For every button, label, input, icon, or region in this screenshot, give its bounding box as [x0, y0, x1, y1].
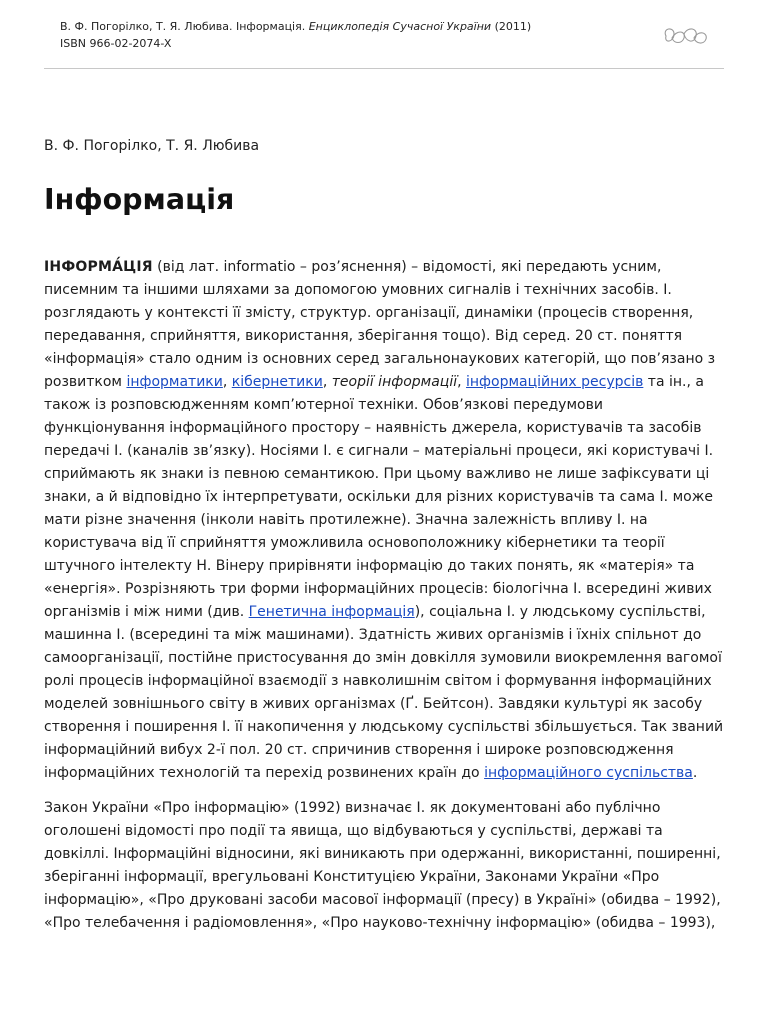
text-segment: та ін., а також із розповсюдженням комп’ютерної техніки. Обов’язкові передумови функціонування інформаційного простору – наявність джерела, користувачів та засобів передачі І. (каналів зв’язку). Носіями І. є сигнали – матеріальні процеси, які користувачі І. сприймають як знаки із певною семантикою. При цьому важливо не лише зафіксувати ці знаки, а й відповідно їх інтерпретувати, оскільки для різних користувачів та сама І. може мати різне значення (інколи навіть протилежне). Значна залежність впливу І. на користувача від її сприйняття уможливила основоположнику кібернетики та теорії штучного інтелекту Н. Вінеру прирівняти інформацію до таких понять, як «матерія» та «енергія». Розрізняють три форми інформаційних процесів: біологічна І. всередині живих організмів і між ними (див.	[44, 374, 714, 620]
citation-suffix: (2011)	[491, 20, 532, 33]
article-authors: В. Ф. Погорілко, Т. Я. Любива	[44, 138, 260, 154]
citation-line	[60, 18, 720, 35]
citation-source: Енциклопедія Сучасної України	[308, 20, 492, 33]
italic-term-information-theory: теорії інформації	[331, 374, 458, 390]
citation-header	[60, 18, 720, 52]
text-segment: ), соціальна І. у людському суспільстві, машинна І. (всередині та між машинами). Здатність живих організмів і їхніх спільнот до самоорганізації, постійне пристосування до змін довкілля зумовили виокремлення вагомої ролі процесів інформаційної взаємодії з навколишнім світом і формування інформаційних моделей зовнішнього світу в живих організмах (Ґ. Бейтсон). Завдяки культурі як засобу створення і поширення І. її накопичення у людському суспільстві збільшується. Так званий інформаційний вибух 2-ї пол. 20 ст. спричинив створення і широке розповсюдження інформаційних технологій та перехід розвинених країн до	[44, 604, 724, 781]
text-separator: ,	[222, 374, 232, 390]
article-body	[44, 256, 724, 935]
article-title: Інформація	[44, 183, 235, 216]
text-segment: .	[692, 765, 698, 781]
citation-prefix: В. Ф. Погорілко, Т. Я. Любива. Інформація.	[60, 20, 309, 33]
paragraph-1	[44, 256, 724, 785]
text-segment: (від лат. informatio – роз’яснення) – відомості, які передають усним, писемним та іншими шляхами за допомогою умовних сигналів і технічних засобів. І. розглядають у контексті її змісту, структур. організації, динаміки (процесів створення, передавання, сприйняття, використання, зберігання тощо). Від серед. 20 ст. поняття «інформація» стало одним із основних серед загальнонаукових категорій, що пов’язано з розвитком	[44, 259, 716, 390]
link-cybernetics[interactable]: кібернетики	[231, 374, 323, 390]
header-divider	[44, 68, 724, 69]
link-genetic-information[interactable]: Генетична інформація	[248, 604, 415, 620]
link-information-resources[interactable]: інформаційних ресурсів	[466, 374, 644, 390]
paragraph-2: Закон України «Про інформацію» (1992) визначає І. як документовані або публічно оголошені відомості про події та явища, що відбуваються у суспільстві, державі та довкіллі. Інформаційні відносини, які виникають при одержанні, використанні, поширенні, зберіганні інформації, врегульовані Конституцією України, Законами України «Про інформацію», «Про друковані засоби масової інформації (пресу) в Україні» (обидва – 1992), «Про телебачення і радіомовлення», «Про науково-технічну інформацію» (обидва – 1993),	[44, 800, 721, 931]
text-separator: ,	[322, 374, 332, 390]
link-information-society[interactable]: інформаційного суспільства	[484, 765, 693, 781]
isbn-line: ISBN 966-02-2074-X	[60, 37, 172, 50]
esu-logo-icon	[660, 24, 710, 48]
text-separator: ,	[457, 374, 467, 390]
headword: ІНФОРМА́ЦІЯ	[44, 259, 153, 275]
link-informatics[interactable]: інформатики	[126, 374, 223, 390]
